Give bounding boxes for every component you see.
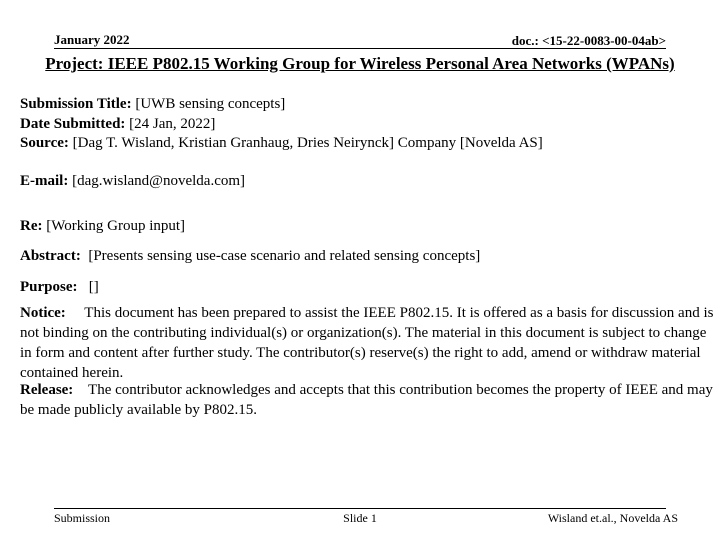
header-doc-id: doc.: <15-22-0083-00-04ab> (511, 33, 666, 48)
source-value: [Dag T. Wisland, Kristian Granhaug, Dries Neirynck] Company [Novelda AS] (72, 135, 543, 151)
re-row (20, 216, 716, 236)
purpose-label: Purpose: (20, 279, 78, 295)
source-label: Source: (20, 135, 69, 151)
submission-title-row (20, 94, 716, 114)
footer-submission: Submission (54, 511, 111, 525)
header-date: January 2022 (54, 32, 130, 47)
header-divider (54, 48, 666, 49)
notice-value: This document has been prepared to assist the IEEE P802.15. It is offered as a basis for discussion and is not binding on the contributing individual(s) or organization(s). The material in this document is subject to change in form and content after further study. The contributor(s) reserve(s) the right to add, amend or withdraw material contained herein. (20, 305, 714, 381)
date-submitted-row (20, 114, 716, 134)
email-value: [dag.wisland@novelda.com] (72, 173, 246, 189)
footer-author: Wisland et.al., Novelda AS (547, 511, 678, 525)
re-value: [Working Group input] (46, 218, 186, 234)
release-label: Release: (20, 382, 74, 398)
notice-label: Notice: (20, 305, 66, 321)
date-submitted-label: Date Submitted: (20, 116, 126, 132)
submission-title-value: [UWB sensing concepts] (135, 96, 286, 112)
project-title: Project: IEEE P802.15 Working Group for Wireless Personal Area Networks (WPANs) (45, 54, 675, 73)
footer-divider (54, 508, 666, 509)
email-row (20, 171, 716, 191)
email-label: E-mail: (20, 173, 69, 189)
release-value: The contributor acknowledges and accepts that this contribution becomes the property of IEEE and may be made publicly available by P802.15. (20, 382, 713, 418)
date-submitted-value: [24 Jan, 2022] (129, 116, 216, 132)
source-row (20, 133, 716, 153)
footer-slide-number: Slide 1 (343, 511, 377, 525)
notice-paragraph (20, 303, 716, 383)
purpose-value: [] (88, 279, 99, 295)
purpose-row (20, 277, 716, 297)
abstract-row (20, 246, 716, 266)
submission-title-label: Submission Title: (20, 96, 132, 112)
re-label: Re: (20, 218, 43, 234)
abstract-value: [Presents sensing use-case scenario and related sensing concepts] (88, 248, 481, 264)
abstract-label: Abstract: (20, 248, 81, 264)
release-paragraph (20, 380, 716, 420)
